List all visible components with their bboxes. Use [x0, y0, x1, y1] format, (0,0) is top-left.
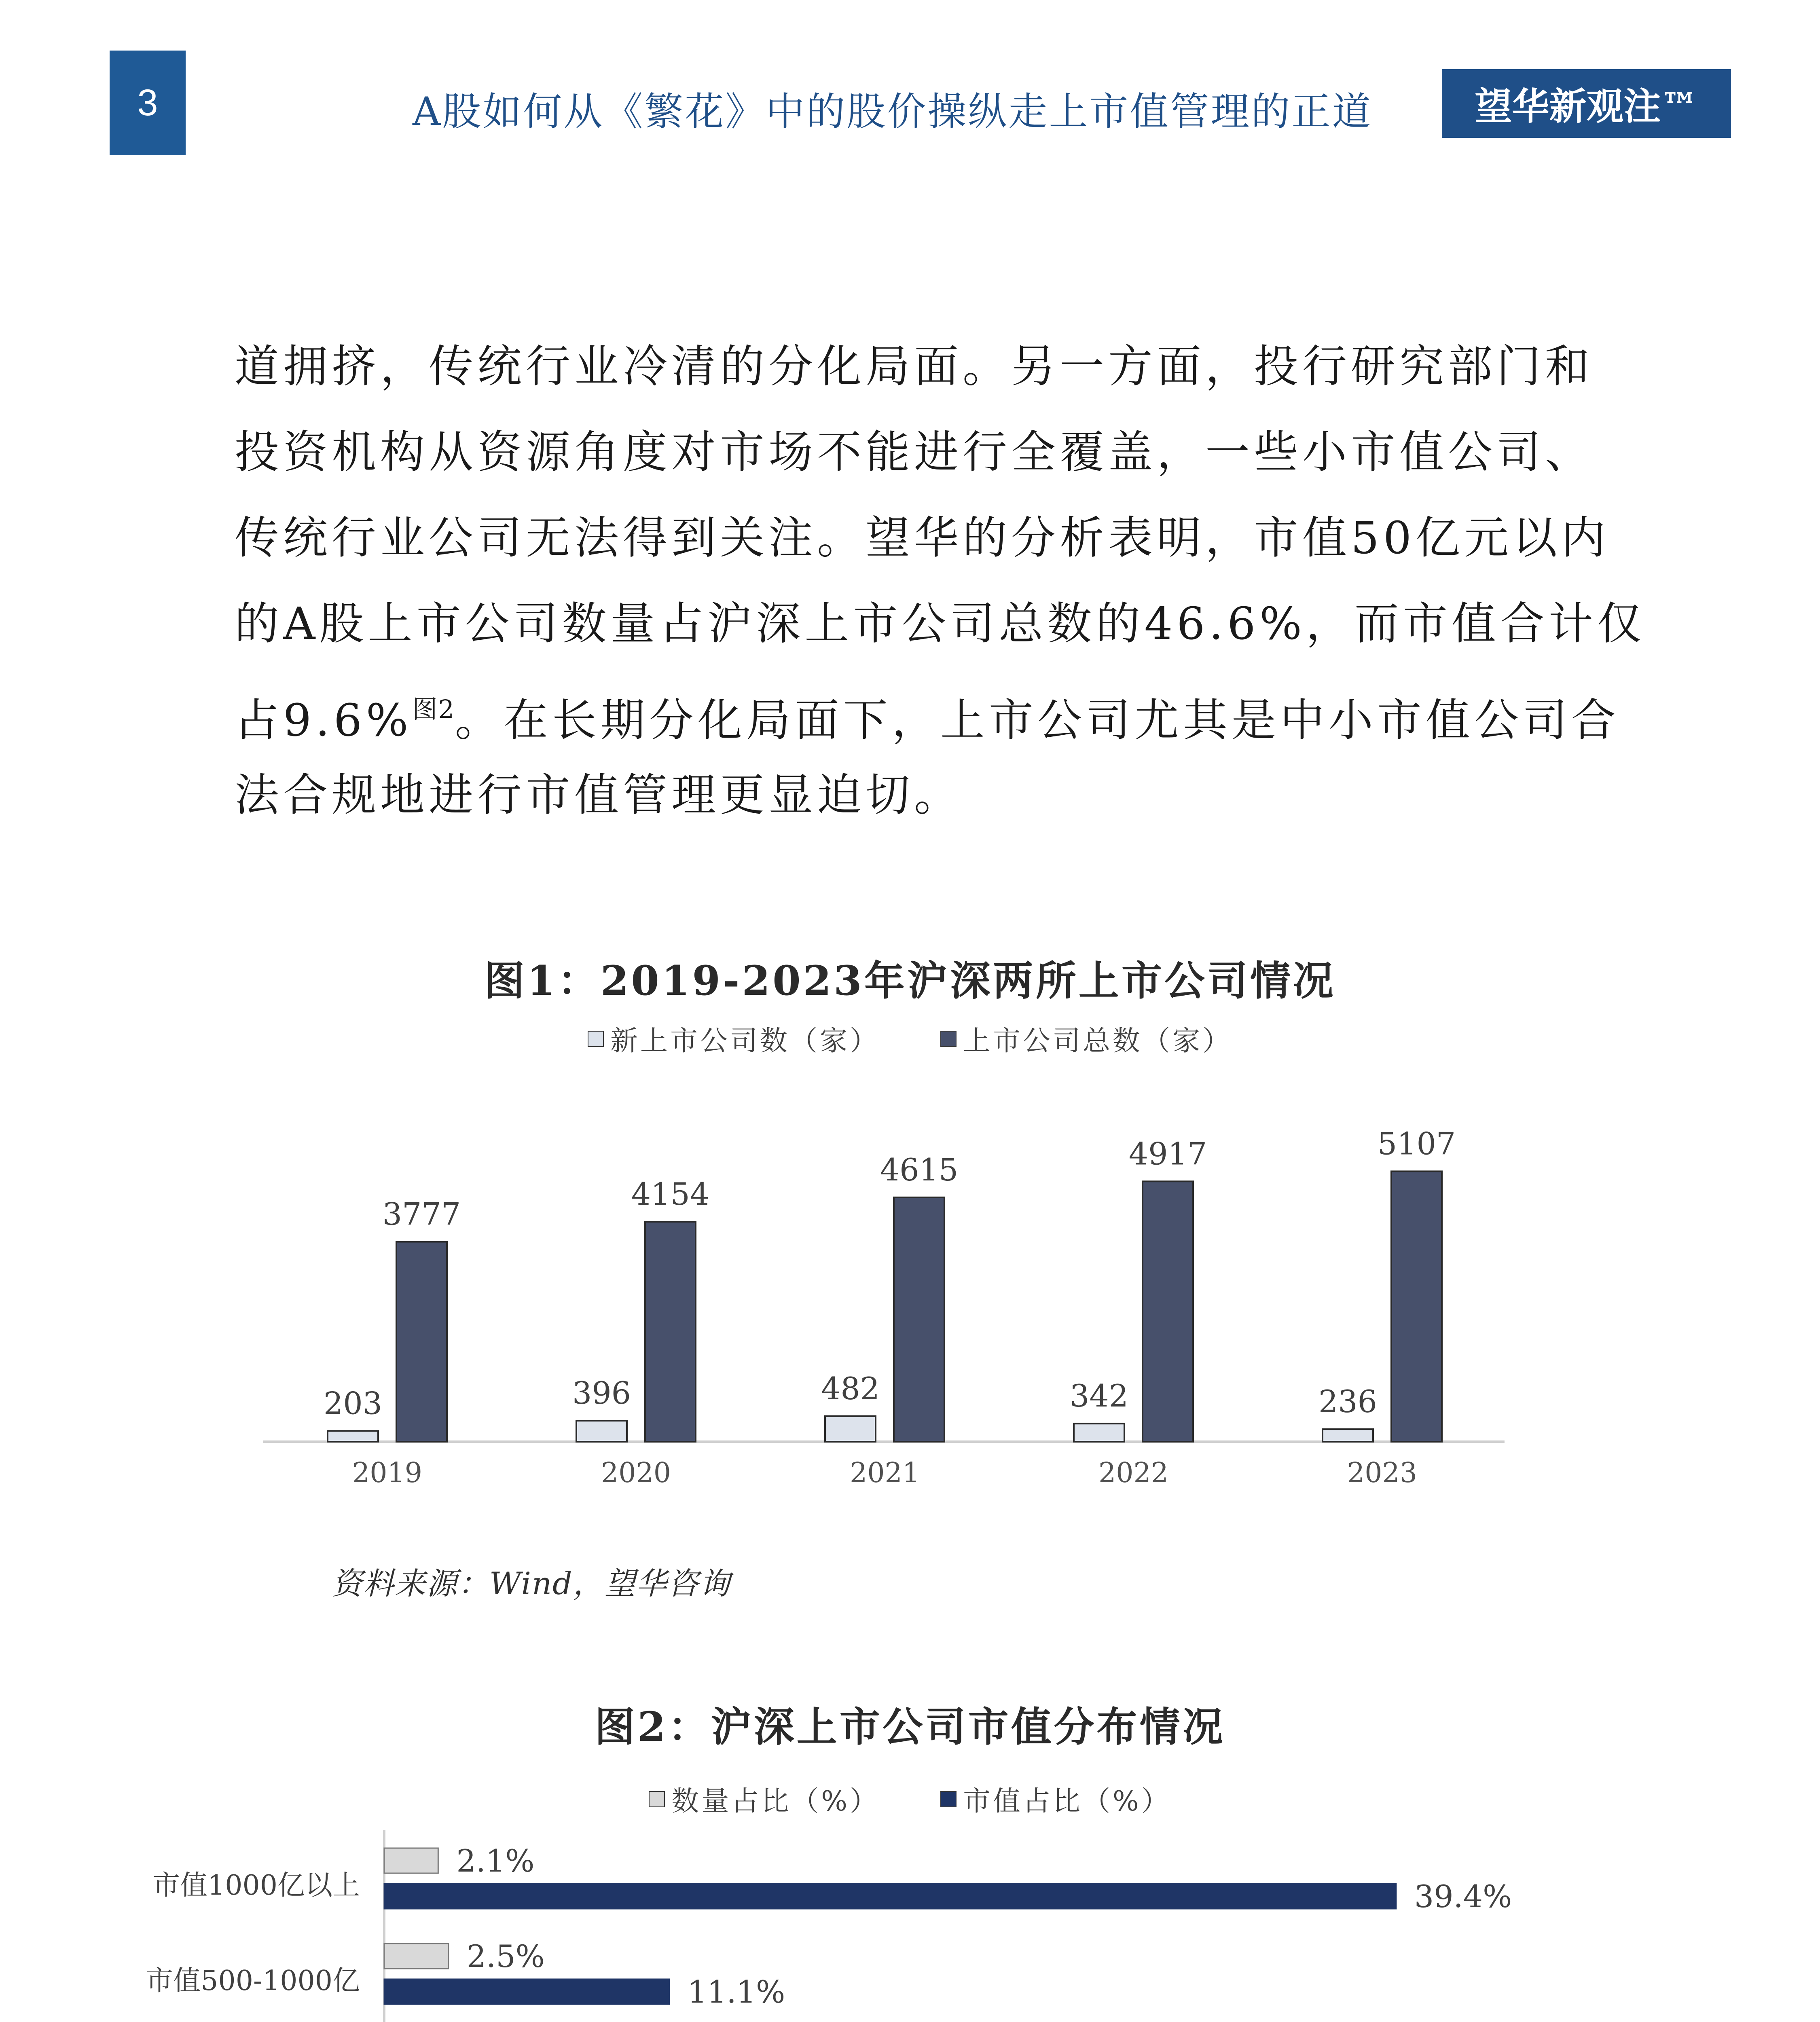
bar-cap-share — [384, 1884, 1396, 1909]
x-tick-label: 2021 — [849, 1457, 920, 1489]
legend-label: 市值占比（%） — [963, 1785, 1171, 1817]
x-tick-label: 2019 — [352, 1457, 423, 1489]
header-title: A股如何从《繁花》中的股价操纵走上市值管理的正道 — [413, 89, 1373, 134]
legend-label: 上市公司总数（家） — [963, 1025, 1233, 1057]
data-label: 342 — [1069, 1378, 1129, 1414]
page-number: 3 — [110, 51, 186, 155]
figure2-hbar-chart — [0, 1812, 1820, 2022]
data-label: 5107 — [1377, 1125, 1456, 1162]
legend-swatch — [649, 1791, 665, 1807]
body-text-segment: 占9.6% — [235, 694, 413, 746]
body-text-segment: 。在长期分化局面下，上市公司尤其是中小市值公司合 — [455, 694, 1620, 746]
data-label: 236 — [1318, 1383, 1378, 1420]
bar-count-share — [384, 1944, 449, 1969]
x-tick-label: 2022 — [1098, 1457, 1169, 1489]
legend-label: 数量占比（%） — [671, 1785, 880, 1817]
bar-count-share — [384, 1848, 438, 1873]
bar-total-listed — [396, 1242, 447, 1442]
data-label: 4615 — [880, 1151, 959, 1188]
bar-total-listed — [1143, 1181, 1193, 1442]
bar-new-listings — [576, 1421, 627, 1442]
data-label: 11.1% — [687, 1974, 785, 2010]
figure1-title: 图1：2019-2023年沪深两所上市公司情况 — [484, 957, 1336, 1005]
legend-label: 新上市公司数（家） — [610, 1025, 880, 1057]
bar-total-listed — [1391, 1171, 1442, 1442]
data-label: 2.1% — [456, 1843, 535, 1879]
body-line: 投资机构从资源角度对市场不能进行全覆盖，一些小市值公司、 — [235, 426, 1594, 478]
bar-new-listings — [825, 1416, 876, 1442]
data-label: 482 — [821, 1370, 880, 1407]
body-line: 道拥挤，传统行业冷清的分化局面。另一方面，投行研究部门和 — [235, 341, 1594, 392]
legend-swatch — [940, 1031, 957, 1047]
data-label: 203 — [323, 1385, 383, 1421]
figure1-bar-chart — [0, 1051, 1820, 1504]
data-label: 39.4% — [1414, 1878, 1512, 1914]
bar-total-listed — [894, 1197, 944, 1442]
y-category-label: 市值1000亿以上 — [152, 1870, 360, 1901]
x-tick-label: 2023 — [1347, 1457, 1418, 1489]
legend-swatch — [588, 1031, 604, 1047]
data-label: 4917 — [1128, 1136, 1207, 1172]
body-line: 传统行业公司无法得到关注。望华的分析表明，市值50亿元以内 — [235, 512, 1610, 564]
body-line: 的A股上市公司数量占沪深上市公司总数的46.6%，而市值合计仅 — [235, 598, 1646, 649]
figure2-title: 图2：沪深上市公司市值分布情况 — [595, 1703, 1225, 1751]
body-paragraph — [235, 324, 1646, 838]
data-label: 3777 — [382, 1196, 461, 1232]
brand-badge: 望华新观注™ — [1442, 69, 1731, 138]
bar-new-listings — [1074, 1423, 1124, 1442]
body-line — [235, 666, 1620, 752]
figure-reference: 图2 — [412, 694, 455, 724]
bar-new-listings — [1323, 1429, 1373, 1442]
y-category-label: 市值500-1000亿 — [146, 1965, 360, 1997]
bar-total-listed — [645, 1222, 696, 1442]
bar-new-listings — [328, 1431, 378, 1442]
body-line: 法合规地进行市值管理更显迫切。 — [235, 769, 963, 821]
legend-swatch — [940, 1791, 957, 1807]
data-label: 4154 — [631, 1176, 710, 1212]
data-label: 2.5% — [466, 1938, 545, 1974]
figure1-source: 资料来源：Wind，望华咨询 — [332, 1565, 731, 1601]
data-label: 396 — [572, 1375, 631, 1411]
bar-cap-share — [384, 1979, 669, 2004]
x-tick-label: 2020 — [601, 1457, 671, 1489]
